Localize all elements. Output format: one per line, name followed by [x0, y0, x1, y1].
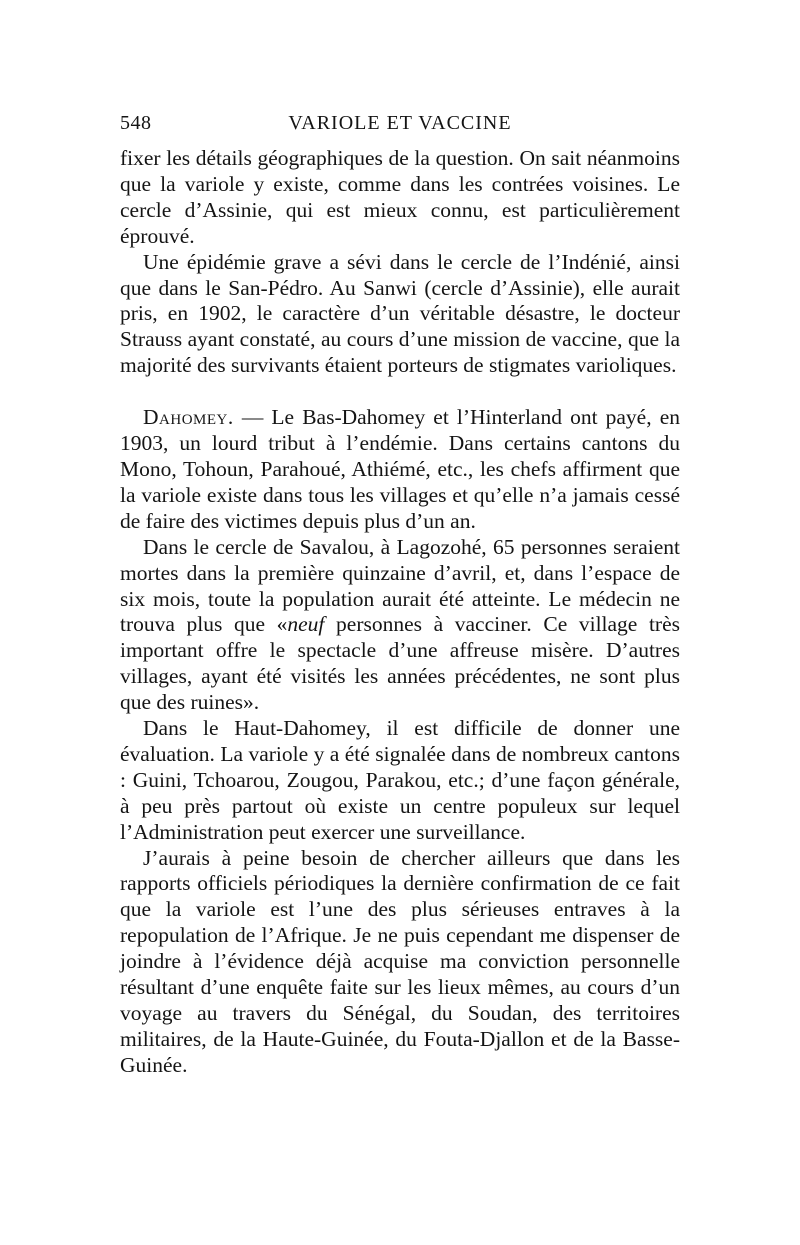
paragraph-sanwi-epidemic	[120, 250, 680, 380]
paragraph-text: J’aurais à peine besoin de chercher ailleurs que dans les rapports officiels périodiques la dernière confirmation de ce fait que la variole est l’une des plus sérieuses entraves à la repopulation de l’Afrique. Je ne puis cependant me dispenser de joindre à l’évidence déjà acquise ma conviction personnelle résultant d’une enquête faite sur les lieux mêmes, au cours d’un voyage au travers du Sénégal, du Soudan, des territoires militaires, de la Haute-Guinée, du Fouta-Djallon et de la Basse-Guinée.	[120, 845, 680, 1077]
paragraph-dahomey	[120, 405, 680, 535]
page-number: 548	[120, 112, 152, 134]
section-lead-dahomey: Dahomey.	[143, 405, 234, 430]
paragraph-continuation	[120, 146, 680, 250]
body-text	[120, 146, 680, 1079]
book-page	[120, 112, 680, 1079]
paragraph-text: — Le Bas-Dahomey et l’Hinterland ont payé, en 1903, un lourd tribut à l’endémie. Dans certains cantons du Mono, Tohoun, Parahoué, Athiémé, etc., les chefs affirment que la variole existe dans tous les villages et qu’elle n’a jamais cessé de faire des victimes depuis plus d’un an.	[120, 405, 680, 533]
paragraph-text: Une épidémie grave a sévi dans le cercle de l’Indénié, ainsi que dans le San-Pédro. Au Sanwi (cercle d’Assinie), elle aurait pris, en 1902, le caractère d’un véritable désastre, le docteur Strauss ayant constaté, au cours d’une mission de vaccine, que la majorité des survivants étaient porteurs de stigmates varioliques.	[120, 249, 680, 378]
paragraph-conclusion	[120, 846, 680, 1079]
paragraph-text: Dans le Haut-Dahomey, il est difficile de donner une évaluation. La variole y a été signalée dans de nombreux cantons : Guini, Tchoarou, Zougou, Parakou, etc.; d’une façon générale, à peu près partout où existe un centre populeux sur lequel l’Administration peut exercer une surveillance.	[120, 716, 680, 844]
paragraph-savalou	[120, 535, 680, 716]
running-head	[120, 112, 680, 140]
paragraph-haut-dahomey	[120, 716, 680, 846]
italic-word: neuf	[287, 612, 325, 637]
paragraph-text: Dans le cercle de Savalou, à Lagozohé, 65 personnes seraient mortes dans la première quinzaine d’avril, et, dans l’espace de six mois, toute la population aurait été atteinte. Le médecin ne trouva plus que «	[120, 534, 680, 637]
running-title: VARIOLE ET VACCINE	[288, 112, 512, 134]
paragraph-text: fixer les détails géographiques de la question. On sait néanmoins que la variole y existe, comme dans les contrées voisines. Le cercle d’Assinie, qui est mieux connu, est particulièrement éprouvé.	[120, 146, 680, 248]
paragraph-text: personnes à vacciner. Ce village très important offre le spectacle d’une affreuse misère. D’autres villages, ayant été visités les années précédentes, ne sont plus que des ruines».	[120, 612, 681, 715]
